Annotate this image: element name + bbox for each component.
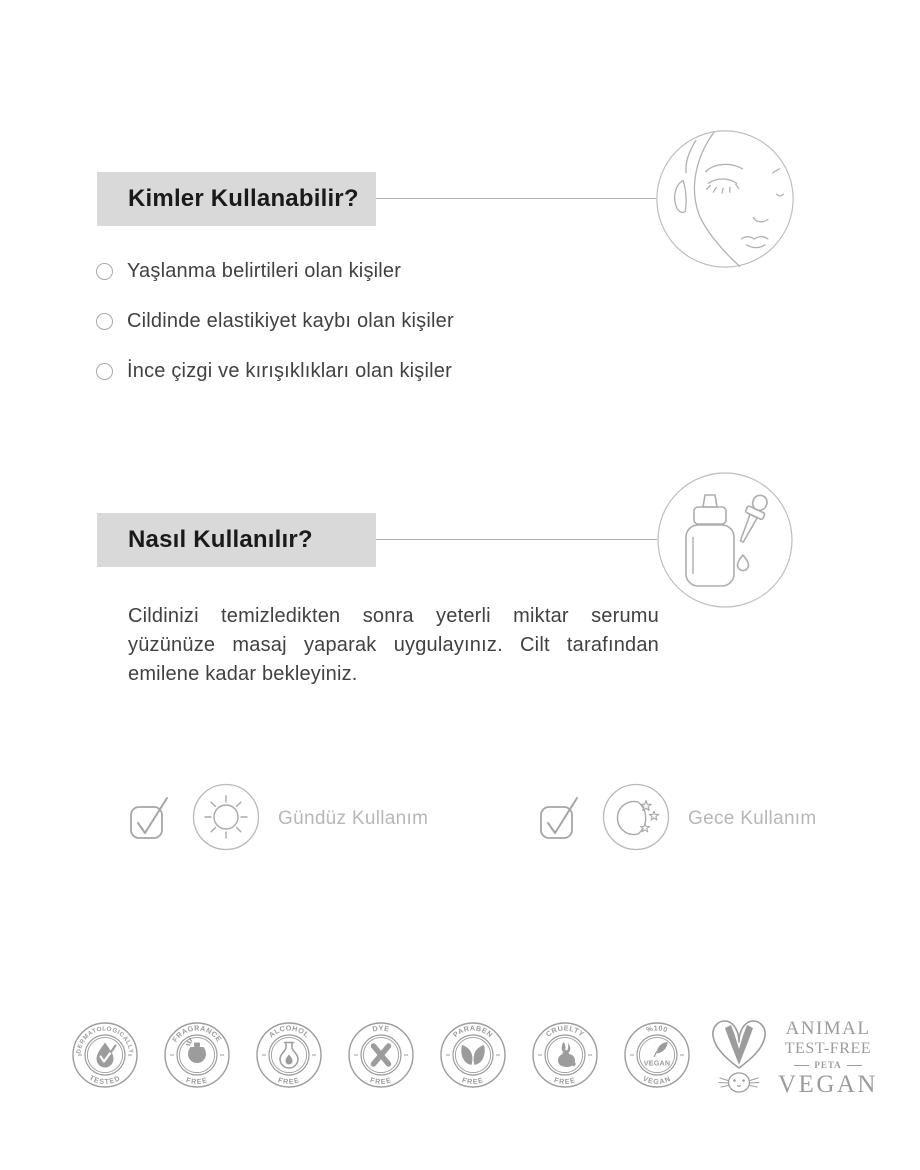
badge-dye-free (347, 1021, 415, 1089)
who-item-2 (96, 310, 454, 332)
badges-row (71, 1021, 691, 1089)
perfume-spray-icon (187, 1039, 207, 1064)
who-connector-line (376, 198, 656, 199)
peta-line-animal: ANIMAL (785, 1017, 871, 1039)
who-item-1-label: Yaşlanma belirtileri olan kişiler (127, 259, 402, 282)
day-usage (126, 783, 428, 855)
serum-dropper-icon (655, 470, 795, 615)
svg-text:PARABEN: PARABEN (451, 1023, 495, 1040)
how-to-use-header (97, 513, 376, 567)
bullet-circle-icon (96, 263, 113, 280)
moon-stars-icon (602, 783, 670, 856)
badge-paraben-free (439, 1021, 507, 1089)
bullet-circle-icon (96, 313, 113, 330)
svg-text:FREE: FREE (369, 1075, 393, 1087)
svg-text:DERMATOLOGICALLY: DERMATOLOGICALLY (75, 1025, 135, 1055)
how-to-use-title: Nasıl Kullanılır? (128, 526, 313, 553)
who-item-3 (96, 360, 452, 382)
who-can-use-header (97, 172, 376, 226)
svg-text:ALCOHOL: ALCOHOL (266, 1023, 312, 1040)
how-line-2: yüzünüze masaj yaparak uygulayınız. Cilt tarafından (128, 634, 659, 656)
peta-bunny-heart-icon (708, 1016, 770, 1101)
how-to-use-paragraph (128, 602, 659, 689)
badge-dermatologically-tested (71, 1021, 139, 1089)
day-checkbox-checked-icon (126, 792, 170, 847)
leaf-vegan-icon (644, 1042, 671, 1068)
how-line-3: emilene kadar bekleyiniz. (128, 663, 358, 685)
badge-fragrance-free (163, 1021, 231, 1089)
peta-dash-right (847, 1065, 862, 1066)
peta-line-vegan: VEGAN (778, 1070, 878, 1098)
svg-text:FREE: FREE (277, 1075, 301, 1087)
svg-text:VEGAN: VEGAN (643, 1058, 671, 1068)
peta-animal-test-free-logo (708, 1016, 878, 1101)
svg-text:%100: %100 (645, 1023, 670, 1035)
who-item-3-label: İnce çizgi ve kırışıklıkları olan kişiler (127, 359, 452, 382)
sun-icon (192, 783, 260, 856)
badge-alcohol-free (255, 1021, 323, 1089)
badge-cruelty-free (531, 1021, 599, 1089)
day-usage-label: Gündüz Kullanım (278, 808, 429, 829)
face-line-art-icon (652, 126, 798, 277)
peta-dash-left (794, 1065, 809, 1066)
svg-text:TESTED: TESTED (87, 1073, 123, 1087)
who-item-1 (96, 260, 401, 282)
leaves-icon (461, 1045, 484, 1065)
peta-line-test-free: TEST-FREE (784, 1039, 872, 1057)
svg-text:FREE: FREE (553, 1075, 577, 1087)
svg-text:VEGAN: VEGAN (641, 1073, 673, 1087)
svg-text:DYE: DYE (371, 1023, 391, 1034)
night-usage (536, 783, 817, 855)
how-line-1: Cildinizi temizledikten sonra yeterli miktar serumu (128, 605, 659, 627)
svg-text:FREE: FREE (185, 1075, 209, 1087)
droplet-check-icon (97, 1043, 116, 1068)
who-can-use-title: Kimler Kullanabilir? (128, 185, 359, 212)
rabbit-icon (558, 1042, 576, 1067)
night-checkbox-checked-icon (536, 792, 580, 847)
peta-line-peta: PETA (794, 1061, 861, 1070)
svg-text:FREE: FREE (461, 1075, 485, 1087)
x-mark-icon (374, 1046, 389, 1064)
svg-text:FRAGRANCE: FRAGRANCE (170, 1023, 224, 1044)
svg-text:CRUELTY: CRUELTY (543, 1023, 587, 1039)
bullet-circle-icon (96, 363, 113, 380)
peta-logo-text (778, 1019, 878, 1098)
badge-vegan-100 (623, 1021, 691, 1089)
who-item-2-label: Cildinde elastikiyet kaybı olan kişiler (127, 309, 454, 332)
how-connector-line (376, 539, 657, 540)
night-usage-label: Gece Kullanım (688, 808, 817, 829)
flask-flame-icon (280, 1043, 298, 1069)
